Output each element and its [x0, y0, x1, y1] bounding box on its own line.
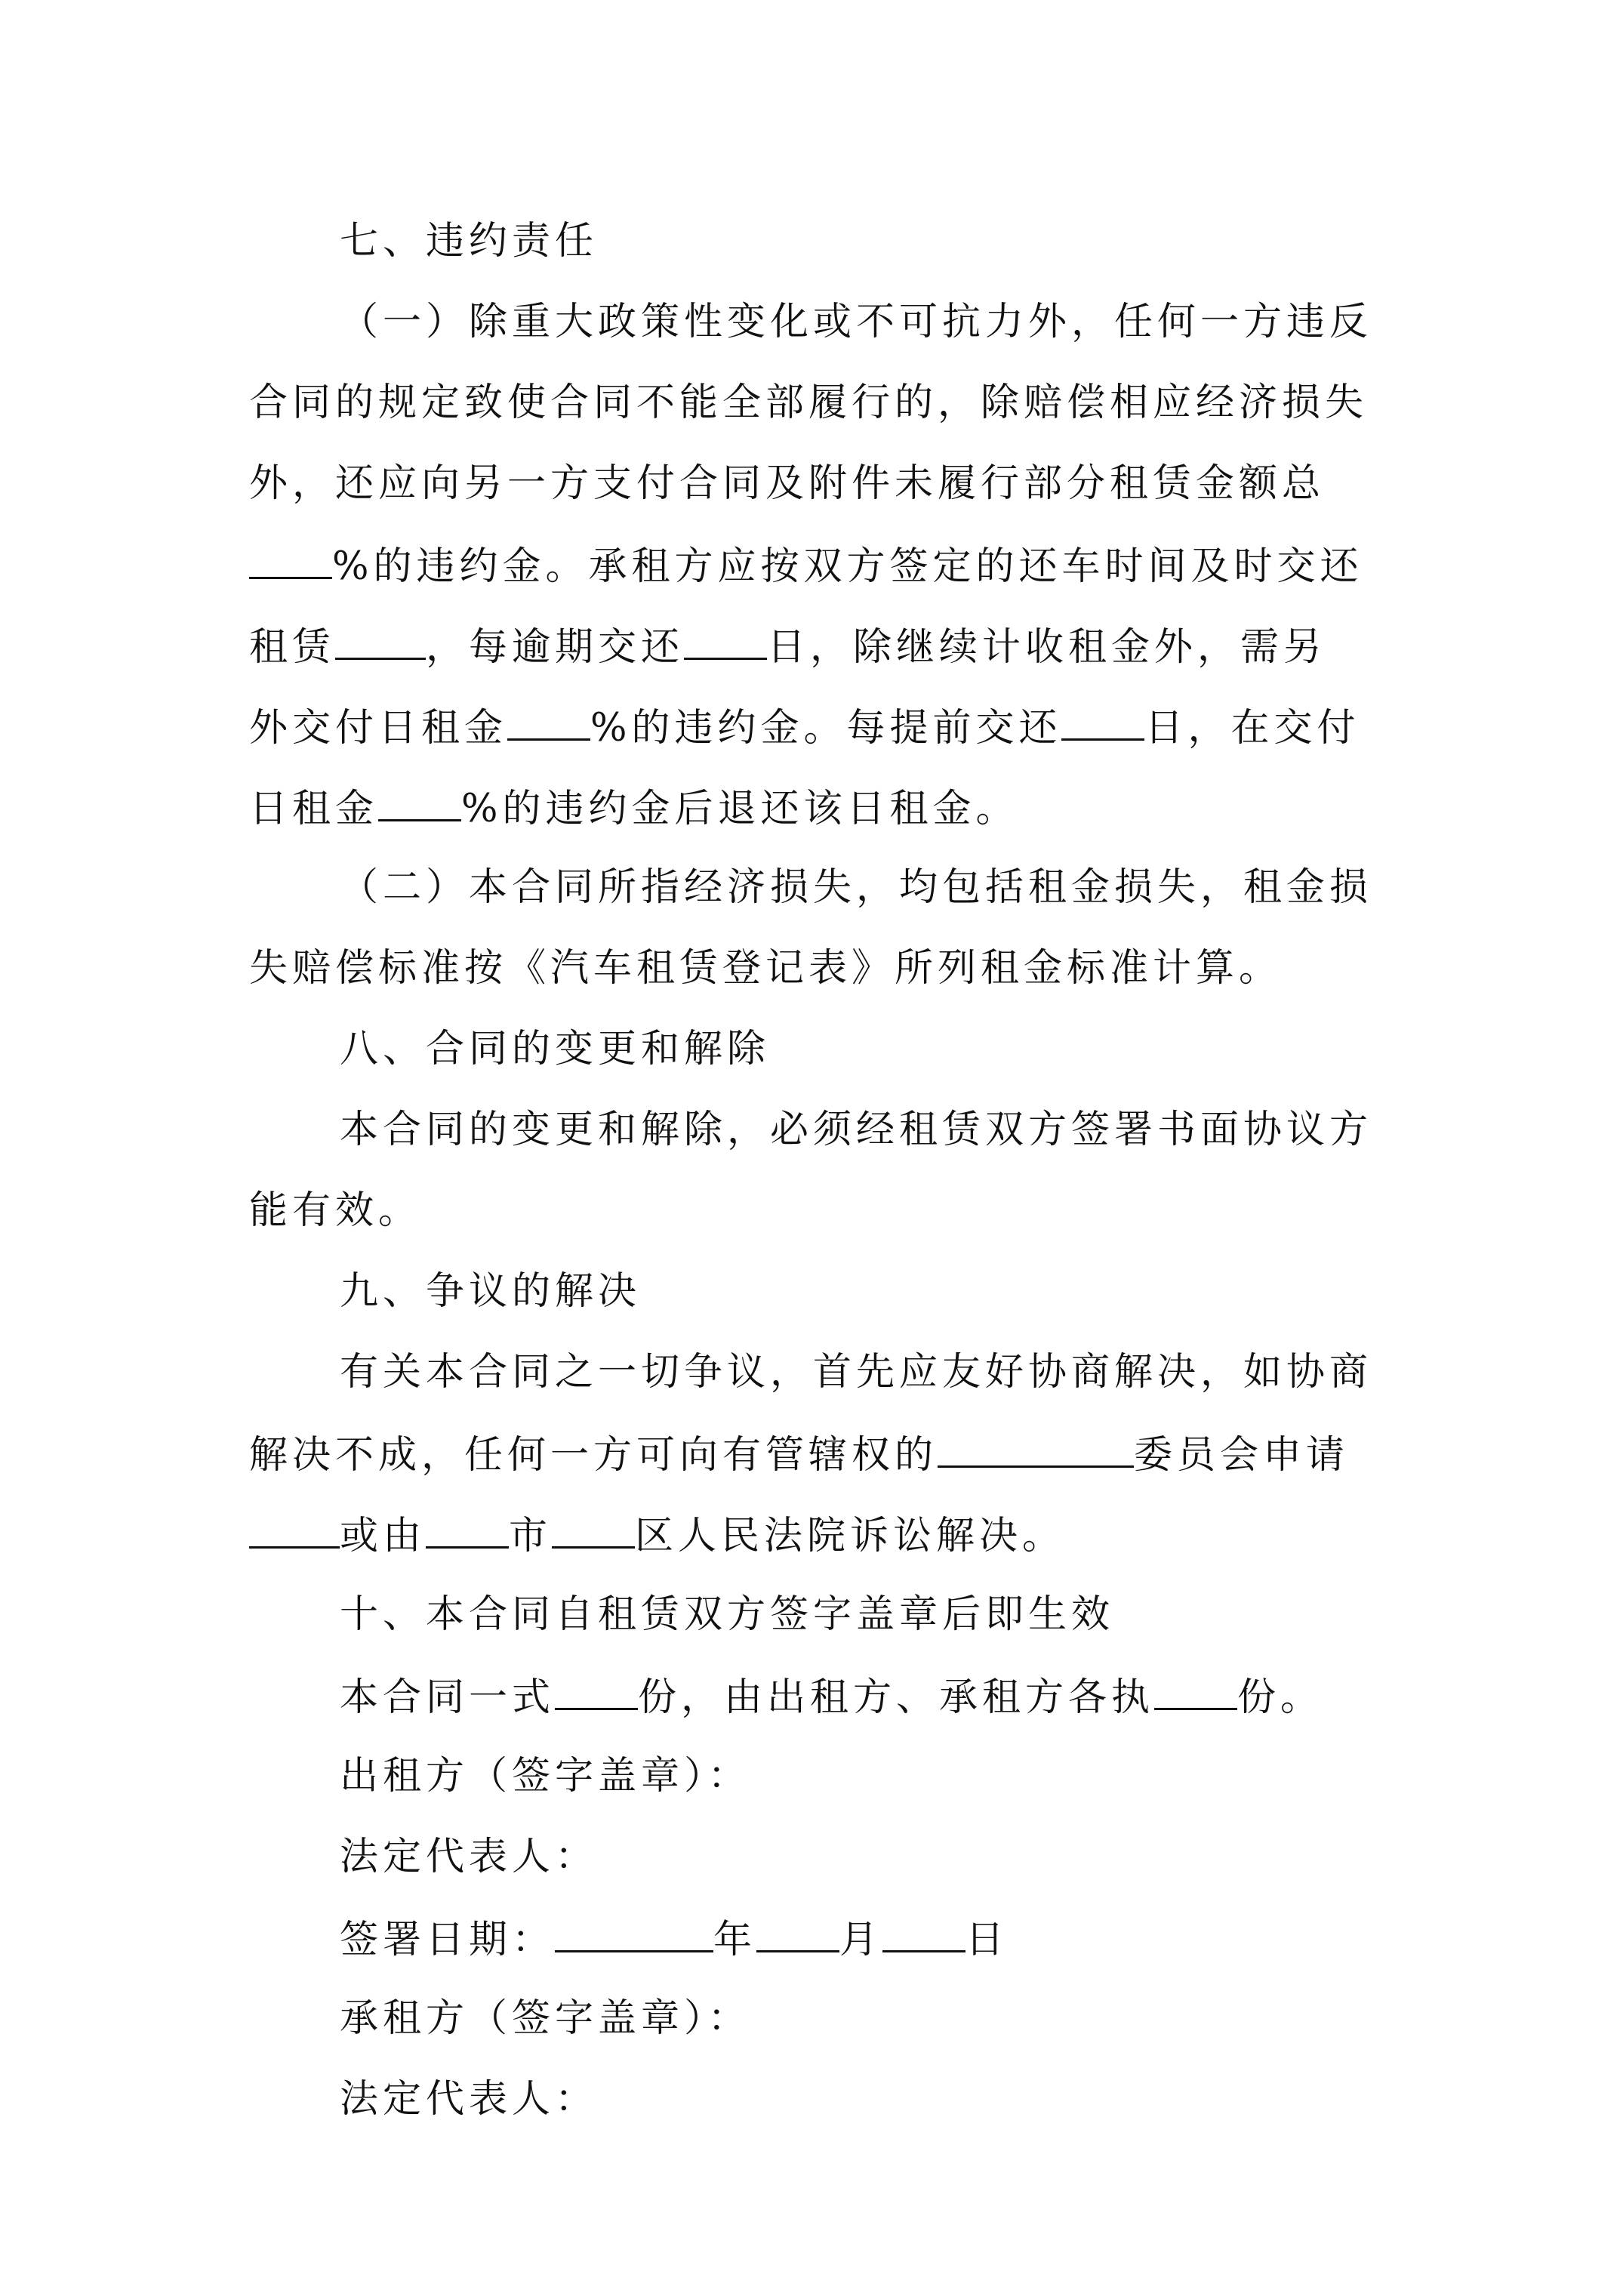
section-9-title [340, 1269, 1472, 1314]
text: 日租金 [249, 787, 379, 831]
blank [335, 623, 426, 660]
text: 法定代表人： [340, 1835, 599, 1879]
text: 份。 [1237, 1675, 1324, 1720]
text: 九、争议的解决 [340, 1269, 642, 1314]
blank [378, 784, 461, 821]
s7-p1-line2 [249, 381, 1381, 426]
legal-rep-2 [340, 2077, 1472, 2122]
s7-p1-line7 [249, 784, 1381, 830]
text: 本合同一式 [340, 1675, 556, 1720]
section-7-title [340, 219, 1472, 264]
blank [555, 1915, 713, 1952]
text: 份，由出租方、承租方各执 [638, 1675, 1155, 1720]
text: 市 [509, 1514, 553, 1558]
text: 出租方（签字盖章）： [340, 1754, 751, 1798]
text: 日 [965, 1918, 1009, 1962]
text: 合同的规定致使合同不能全部履行的，除赔偿相应经济损失 [249, 381, 1369, 425]
s8-line1 [340, 1108, 1472, 1153]
text: %的违约金后退还该日租金。 [461, 787, 1019, 831]
s8-line2 [249, 1188, 1381, 1234]
blank [1154, 1673, 1237, 1710]
blank [249, 542, 332, 579]
text: 七、违约责任 [340, 219, 599, 264]
s7-p2-line2 [249, 946, 1381, 991]
lessee-signature [340, 1996, 1472, 2042]
blank [507, 704, 590, 741]
text: 有关本合同之一切争议，首先应友好协商解决，如协商 [340, 1350, 1373, 1395]
text: 区人民法院诉讼解决。 [635, 1514, 1066, 1558]
blank [1061, 704, 1144, 741]
text: ，每逾期交还 [426, 625, 685, 670]
s7-p1-line3 [249, 461, 1381, 507]
text: 或由 [340, 1514, 427, 1558]
text: 委员会申请 [1134, 1433, 1350, 1478]
text: 法定代表人： [340, 2077, 599, 2122]
text: 租赁 [249, 625, 336, 670]
s9-line1 [340, 1350, 1472, 1395]
s9-line2 [249, 1431, 1381, 1476]
lessor-signature [340, 1754, 1472, 1799]
text: %的违约金。每提前交还 [590, 706, 1062, 750]
text: 外，还应向另一方支付合同及附件未履行部分租赁金额总 [249, 461, 1326, 506]
text: 年 [713, 1918, 757, 1962]
text: 本合同的变更和解除，必须经租赁双方签署书面协议方 [340, 1108, 1373, 1152]
legal-rep-1 [340, 1835, 1472, 1880]
text: （二）本合同所指经济损失，均包括租金损失，租金损 [340, 865, 1373, 910]
section-10-title [340, 1592, 1472, 1638]
text: （一）除重大政策性变化或不可抗力外，任何一方违反 [340, 300, 1373, 344]
text: 月 [839, 1918, 883, 1962]
text: 八、合同的变更和解除 [340, 1027, 771, 1071]
text: 外交付日租金 [249, 706, 508, 750]
text: %的违约金。承租方应按双方签定的还车时间及时交还 [332, 544, 1363, 589]
blank [684, 623, 767, 660]
blank [938, 1431, 1134, 1468]
s10-line1 [340, 1673, 1472, 1718]
s7-p1-line6 [249, 704, 1381, 749]
s7-p1-line5 [249, 623, 1381, 668]
s7-p2-line1 [340, 865, 1472, 911]
s7-p1-line4 [249, 542, 1381, 587]
blank [555, 1673, 638, 1710]
text: 十、本合同自租赁双方签字盖章后即生效 [340, 1592, 1115, 1637]
blank [756, 1915, 839, 1952]
text: 日，除继续计收租金外，需另 [767, 625, 1327, 670]
blank [426, 1512, 509, 1549]
text: 承租方（签字盖章）： [340, 1996, 751, 2041]
s7-p1-line1 [340, 300, 1472, 345]
text: 能有效。 [249, 1188, 422, 1233]
blank [249, 1512, 340, 1549]
blank [552, 1512, 635, 1549]
s9-line3 [249, 1512, 1381, 1557]
text: 失赔偿标准按《汽车租赁登记表》所列租金标准计算。 [249, 946, 1283, 991]
blank [882, 1915, 965, 1952]
sign-date [340, 1915, 1472, 1961]
section-8-title [340, 1027, 1472, 1072]
text: 解决不成，任何一方可向有管辖权的 [249, 1433, 938, 1478]
text: 签署日期： [340, 1918, 556, 1962]
text: 日，在交付 [1144, 706, 1360, 750]
